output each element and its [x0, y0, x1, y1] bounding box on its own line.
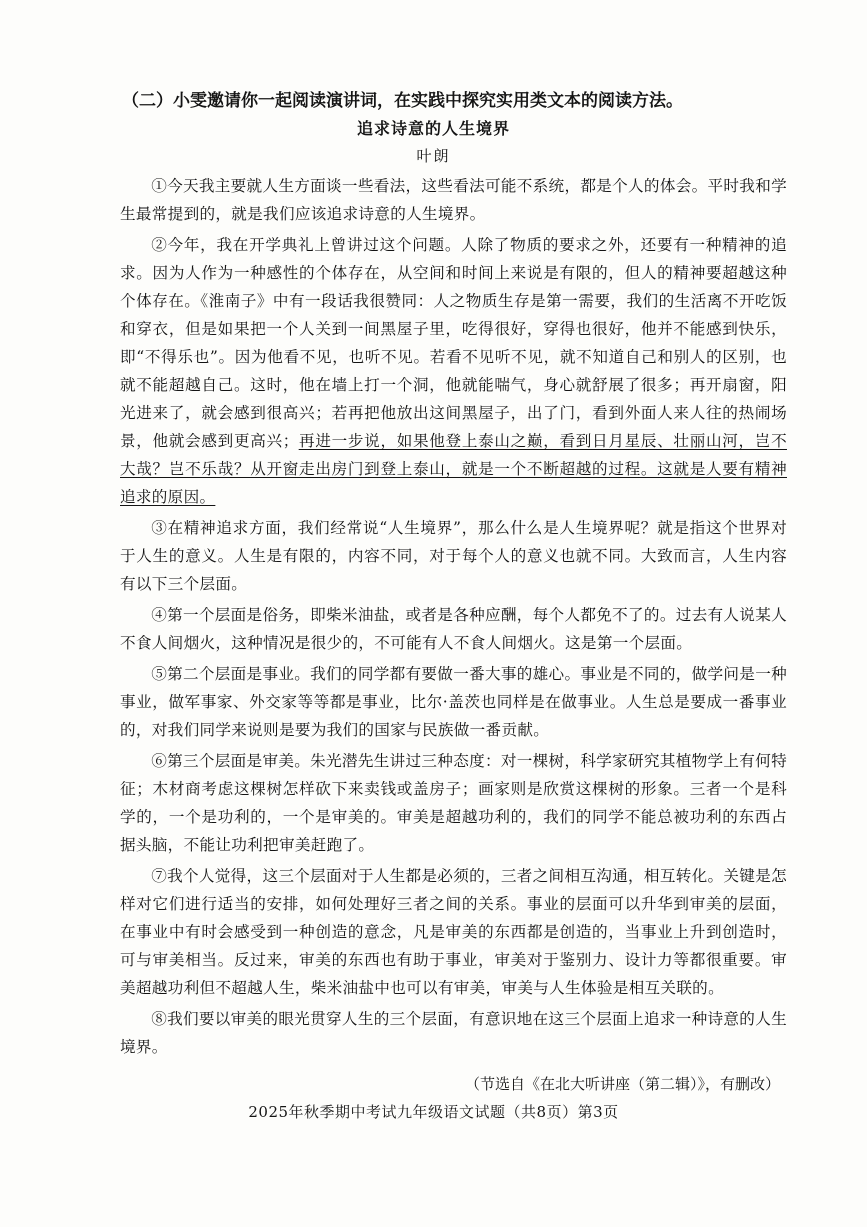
paragraph-2-text: ②今年，我在开学典礼上曾讲过这个问题。人除了物质的要求之外，还要有一种精神的追求。因为人作为一种感性的个体存在，从空间和时间上来说是有限的，但人的精神要超越这种个体存在。《淮南子》中有一段话我很赞同：人之物质生存是第一需要，我们的生活离不开吃饭和穿衣，但是如果把一个人关到一间黑屋子里，吃得很好，穿得也很好，他并不能感到快乐，即“不得乐也”。因为他看不见，也听不见。若看不见听不见，就不知道自己和别人的区别，也就不能超越自己。这时，他在墙上打一个洞，他就能喘气，身心就舒展了很多；再开扇窗，阳光进来了，就会感到很高兴；若再把他放出这间黑屋子，出了门，看到外面人来人往的热闹场景，他就会感到更高兴；: [120, 236, 787, 450]
article-author: 叶朗: [416, 147, 451, 165]
paragraph-6: ⑥第三个层面是审美。朱光潜先生讲过三种态度：对一棵树，科学家研究其植物学上有何特征；木材商考虑这棵树怎样砍下来卖钱或盖房子；画家则是欣赏这棵树的形象。三者一个是科学的，一个是功利的，一个是审美的。审美是超越功利的，我们的同学不能总被功利的东西占据头脑，不能让功利把审美赶跑了。: [120, 752, 787, 854]
paragraph-4: ④第一个层面是俗务，即柴米油盐，或者是各种应酬，每个人都免不了的。过去有人说某人不食人间烟火，这种情况是很少的，不可能有人不食人间烟火。这是第一个层面。: [120, 606, 787, 652]
paragraph-8: ⑧我们要以审美的眼光贯穿人生的三个层面，有意识地在这三个层面上追求一种诗意的人生境界。: [120, 1010, 787, 1056]
section-heading: （二）小雯邀请你一起阅读演讲词，在实践中探究实用类文本的阅读方法。: [122, 91, 683, 111]
paragraph-2: [120, 231, 787, 511]
paragraph-5: ⑤第二个层面是事业。我们的同学都有要做一番大事的雄心。事业是不同的，做学问是一种事业，做军事家、外交家等等都是事业，比尔·盖茨也同样是在做事业。人生总是要成一番事业的，对我们同学来说则是要为我们的国家与民族做一番贡献。: [120, 665, 787, 739]
article-body: [120, 172, 787, 1064]
paragraph-7: ⑦我个人觉得，这三个层面对于人生都是必须的，三者之间相互沟通，相互转化。关键是怎样对它们进行适当的安排，如何处理好三者之间的关系。事业的层面可以升华到审美的层面，在事业中有时会感受到一种创造的意念，凡是审美的东西都是创造的，当事业上升到创造时，可与审美相当。反过来，审美的东西也有助于事业，审美对于鉴别力、设计力等都很重要。审美超越功利但不超越人生，柴米油盐中也可以有审美，审美与人生体验是相互关联的。: [120, 867, 787, 997]
underlined-sentence: 再进一步说，如果他登上泰山之巅，看到日月星辰、壮丽山河，岂不大哉？岂不乐哉？从开窗走出房门到登上泰山，就是一个不断超越的过程。这就是人要有精神追求的原因。: [120, 432, 787, 506]
paragraph-1: ①今天我主要就人生方面谈一些看法，这些看法可能不系统，都是个人的体会。平时我和学生最常提到的，就是我们应该追求诗意的人生境界。: [120, 177, 787, 223]
article-title: 追求诗意的人生境界: [356, 119, 510, 138]
paragraph-3: ③在精神追求方面，我们经常说“人生境界”，那么什么是人生境界呢？就是指这个世界对于人生的意义。人生是有限的，内容不同，对于每个人的意义也就不同。大致而言，人生内容有以下三个层面。: [120, 519, 787, 593]
page-footer: 2025年秋季期中考试九年级语文试题（共8页）第3页: [248, 1103, 619, 1121]
source-note: （节选自《在北大听讲座（第二辑）》，有删改）: [464, 1075, 780, 1093]
